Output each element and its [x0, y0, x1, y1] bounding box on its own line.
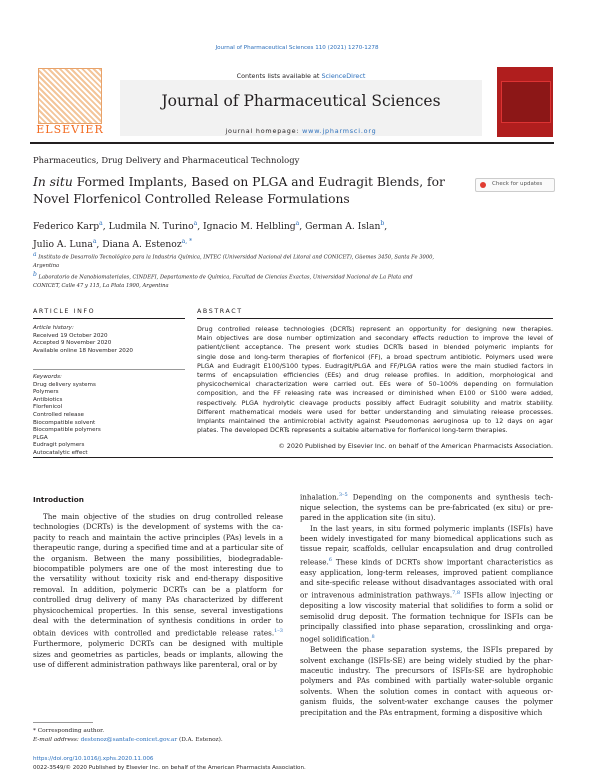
body-line	[300, 687, 553, 697]
author-affil-sup[interactable]: a	[193, 220, 198, 227]
citation-3-5[interactable]: 3–5	[338, 492, 348, 498]
body-line	[300, 578, 553, 588]
line-text: technologies (DCRTs) is the development of systems with the ca-	[33, 522, 283, 532]
email-line	[33, 736, 283, 745]
body-line	[300, 656, 553, 666]
introduction-heading: Introduction	[33, 495, 84, 504]
homepage-prefix: journal homepage:	[225, 127, 303, 135]
abstract-line: patient/client acceptance. The present work studies DCRTs based in blended polymeric implants for	[197, 343, 553, 352]
affil-b-line-1: Laboratorio de Nanobiomateriales, CINDEFI, Departamento de Química, Facultad de Ciencias Exactas, Universidad Nacional de La Plata and	[36, 274, 413, 281]
corresponding-author-note: * Corresponding author.	[33, 728, 105, 734]
body-line	[300, 697, 553, 707]
affiliation-a	[33, 251, 533, 262]
abstract-bottom-rule	[33, 457, 553, 458]
body-line	[33, 650, 283, 660]
body-line	[300, 601, 553, 611]
journal-title: Journal of Pharmaceutical Sciences	[161, 92, 441, 110]
masthead-rule	[30, 142, 554, 144]
affil-a-sup: a	[33, 251, 37, 258]
keyword-item[interactable]: Polymers	[33, 389, 59, 396]
body-line	[33, 626, 283, 639]
doi-link[interactable]: https://doi.org/10.1016/j.xphs.2020.11.006	[33, 756, 154, 762]
article-info-rule	[33, 318, 185, 319]
body-line	[300, 645, 553, 655]
body-line	[33, 616, 283, 626]
line-text: semisolid drug deposit. The formation technique for ISFIs can be	[300, 611, 553, 621]
article-title	[33, 174, 473, 208]
body-line	[300, 555, 553, 568]
author-sep: ,	[197, 221, 204, 233]
journal-cover-thumbnail[interactable]	[497, 67, 553, 137]
body-line	[33, 574, 283, 584]
line-text: deal with the determination of synthesis conditions in order to	[33, 616, 283, 626]
keyword-item[interactable]: Controlled release	[33, 411, 84, 418]
journal-reference[interactable]: Journal of Pharmaceutical Sciences 110 (2021) 1270-1278	[215, 45, 379, 51]
abstract-line: respectively. PLGA hydrolytic cleavage products possibly affect Eudragit solubility and matrix stability.	[197, 398, 553, 407]
line-text: precipitation and the PAs entrapment, forming a dispositive which	[300, 707, 543, 717]
body-line	[33, 595, 283, 605]
body-line	[33, 512, 283, 522]
author-affil-sup[interactable]: a	[92, 238, 97, 246]
line-text: solvent exchange (ISFIs-SE) are being widely studied by the phar-	[300, 655, 553, 665]
body-line	[300, 588, 553, 601]
body-line	[300, 534, 553, 544]
affil-a-line-2: Argentina	[33, 263, 60, 270]
abstract-copyright: © 2020 Published by Elsevier Inc. on behalf of the American Pharmacists Association.	[278, 442, 553, 450]
body-line	[33, 554, 283, 564]
line-text: solvents. When the solution comes in contact with aqueous or-	[300, 686, 553, 696]
article-info-heading: ARTICLE INFO	[33, 308, 96, 315]
author-list	[33, 216, 503, 252]
left-column	[33, 512, 283, 670]
line-text: removal. In addition, polymeric DCRTs can be a platform for	[33, 584, 283, 594]
cover-image	[501, 81, 551, 123]
contents-prefix: Contents lists available at	[236, 72, 322, 80]
email-label: E-mail address:	[33, 737, 81, 743]
line-text: obtain devices with controlled and predictable release rates.	[33, 628, 275, 638]
line-text: In the last years, in situ formed polymeric implants (ISFIs) have	[310, 523, 553, 533]
author-sep: ,	[299, 221, 306, 233]
author-name[interactable]: German A. Islan	[305, 221, 381, 233]
body-line	[33, 533, 283, 543]
author-affil-sup[interactable]: a	[99, 220, 103, 227]
author-name[interactable]: Diana A. Estenoz	[102, 239, 182, 251]
body-line	[33, 522, 283, 532]
issn-line: 0022-3549/© 2020 Published by Elsevier Inc. on behalf of the American Pharmacists Association.	[33, 765, 306, 771]
line-text: pared in the application site (in situ).	[300, 513, 436, 523]
abstract-line: Drug controlled release technologies (DCRTs) represent an opportunity for designing new therapies.	[197, 325, 553, 333]
author-name[interactable]: Julio A. Luna	[33, 239, 93, 251]
abstract-line: Implants maintained the antimicrobial activity against Pseudomonas aeruginosa up to 12 days on agar	[197, 417, 553, 426]
line-text: Between the phase separation systems, the ISFIs prepared by	[310, 645, 553, 655]
line-text: use of different administration pathways like parenteral, oral or by	[33, 660, 278, 670]
body-line	[33, 585, 283, 595]
line-text: therapeutic range, during a specified time and at a particular site of	[33, 543, 283, 553]
affil-b-line-2: CONICET, Calle 47 y 115, La Plata 1900, Argentina	[33, 283, 169, 290]
line-tail: ISFIs allow injecting or	[460, 590, 553, 600]
line-text: sizes and geometries as particles, beads or implants, allowing the	[33, 649, 283, 659]
body-line	[33, 564, 283, 574]
keyword-item[interactable]: Drug delivery systems	[33, 381, 96, 388]
footnote	[33, 727, 283, 745]
body-line	[33, 639, 283, 649]
body-line	[33, 606, 283, 616]
email-tail: (D.A. Estenoz).	[177, 737, 223, 743]
elsevier-logo	[30, 68, 110, 138]
body-line	[300, 513, 553, 523]
line-text: depositing a low viscosity material that solidifies to form a solid or	[300, 601, 553, 611]
body-line	[300, 622, 553, 632]
abstract-line: single dose and long-term therapies of florfenicol (FF), a broad spectrum antibiotic. Polymers used were	[197, 352, 553, 361]
author-name[interactable]: Ignacio M. Helbling	[203, 221, 296, 233]
affiliations	[33, 251, 533, 291]
body-line	[300, 632, 553, 645]
body-line	[300, 544, 553, 554]
right-column	[300, 490, 553, 718]
line-text: been widely investigated for many biomedical applications such as	[300, 534, 553, 544]
keyword-list	[33, 382, 183, 458]
body-line	[300, 490, 553, 503]
line-text: and site-specific release without disadvantages associated with oral	[300, 578, 553, 588]
body-line	[300, 568, 553, 578]
body-line	[300, 524, 553, 534]
body-line	[300, 503, 553, 513]
body-line	[300, 612, 553, 622]
abstract-line: composition, and the FF releasing rate was increased or diminished when E100 or S100 were added,	[197, 389, 553, 398]
affil-a-line-1: Instituto de Desarrollo Tecnológico para la Industria Química, INTEC (Universidad Nacional del Litoral and CONICET), Güemes 3450, Santa Fe 3000,	[36, 254, 435, 261]
line-text: easy application, long-term releases, improved patient compliance	[300, 567, 553, 577]
keyword-item[interactable]: Autocatalytic effect	[33, 449, 88, 456]
article-history	[33, 325, 183, 355]
keywords	[33, 374, 183, 458]
citation-8[interactable]: 8	[371, 634, 375, 641]
author-name[interactable]: Federico Karp	[33, 221, 100, 233]
sciencedirect-link[interactable]: ScienceDirect	[321, 72, 366, 80]
line-text: physicochemical properties. In this sense, several investigations	[33, 605, 283, 615]
citation-7-8[interactable]: 7,8	[452, 590, 461, 597]
abstract-heading: ABSTRACT	[197, 308, 243, 315]
check-updates-label: Check for updates	[492, 181, 543, 187]
article-category: Pharmaceutics, Drug Delivery and Pharmaceutical Technology	[33, 155, 300, 165]
title-line-2: Novel Florfenicol Controlled Release Formulations	[33, 192, 350, 206]
line-tail: Depending on the components and synthesis tech-	[347, 492, 553, 502]
line-text: the organism. Between the many possibilities, biodegradable-	[33, 553, 283, 563]
line-text: Furthermore, polymeric DCRTs can be designed with multiple	[33, 639, 283, 649]
keywords-rule	[33, 369, 185, 370]
title-italic: In situ	[33, 175, 73, 189]
line-text: pacity to reach and maintain the active principles (PAs) levels in a	[33, 532, 283, 542]
keyword-item[interactable]: Eudragit polymers	[33, 442, 85, 449]
line-text: nique selection, the systems can be pre-fabricated (ex situ) or pre-	[300, 502, 553, 512]
citation-6[interactable]: 6	[328, 556, 332, 563]
line-text: controlled drug delivery of many PAs characterized by different	[33, 595, 283, 605]
elsevier-tree-icon	[38, 68, 102, 124]
line-text: The main objective of the studies on drug controlled release	[43, 512, 283, 521]
history-accepted: Accepted 9 November 2020	[33, 340, 112, 347]
body-line	[300, 666, 553, 676]
body-line	[300, 708, 553, 718]
abstract-line: physicochemical characterization were carried out. EEs were of 50–100% depending on formulation	[197, 380, 553, 389]
abstract-line: plates. The developed DCRTs represents a suitable alternative for florfenicol long-term therapies.	[197, 426, 508, 435]
citation-1-3[interactable]: 1–3	[274, 628, 283, 635]
author-name[interactable]: Ludmila N. Turino	[108, 221, 194, 233]
publisher-name: ELSEVIER	[36, 123, 104, 136]
line-text: or intravenous administration pathways.	[300, 590, 453, 600]
body-line	[300, 676, 553, 686]
keyword-item[interactable]: Antibiotics	[33, 396, 63, 403]
abstract-line: Different mathematical models were used for better understanding and simulating release processes.	[197, 407, 553, 416]
check-for-updates-button[interactable]	[475, 178, 555, 192]
author-affil-sup[interactable]: a	[295, 220, 300, 227]
line-text: release.	[300, 557, 329, 567]
line-text: the versatility without toxicity risk and end-therapy dispositive	[33, 574, 283, 584]
keyword-item[interactable]: Florfenicol	[33, 404, 63, 411]
affiliation-b	[33, 271, 533, 282]
line-text: ganism fluids, the solvent-water exchange causes the polymer	[300, 697, 553, 707]
contents-line	[120, 72, 482, 80]
abstract-line: PLGA and Eudragit E100/S100 types. Eudragit/PLGA and FF/PLGA ratios were the main studied factors in	[197, 361, 553, 370]
history-label: Article history:	[33, 325, 74, 331]
affil-b-sup: b	[33, 270, 37, 278]
author-sep: ,	[384, 221, 388, 233]
body-line	[33, 543, 283, 553]
line-text: biocompatible polymers are one of the most interesting due to	[33, 564, 283, 574]
keyword-item[interactable]: PLGA	[33, 434, 48, 441]
line-text: inhalation.	[300, 492, 339, 502]
authors-line-1	[33, 216, 503, 234]
abstract-line: Main objectives are dose number optimization and secondary effects reduction to improve the level of	[197, 334, 553, 343]
keywords-label: Keywords:	[33, 374, 62, 380]
line-text: tissue repair, scaffolds, cellular encapsulation and drug controlled	[300, 544, 553, 554]
author-affil-sup[interactable]: b	[380, 220, 385, 227]
author-sep: ,	[102, 221, 109, 233]
line-text: principally classified into phase separation, crosslinking and orga-	[300, 622, 553, 632]
history-online: Available online 18 November 2020	[33, 347, 133, 354]
homepage-link[interactable]: www.jpharmsci.org	[302, 127, 377, 135]
line-tail: These kinds of DCRTs show important characteristics as	[331, 557, 553, 567]
line-text: nogel solidification.	[300, 634, 372, 644]
footnote-rule	[33, 722, 93, 723]
line-text: maceutic industry. The precursors of ISFIs-SE are hydrophobic	[300, 666, 553, 676]
abstract-rule	[197, 318, 553, 319]
keyword-item[interactable]: Biocompatible solvent	[33, 419, 96, 426]
authors-line-2	[33, 234, 503, 252]
journal-homepage	[120, 127, 482, 135]
line-text: polymers and PAs combined with partially water-soluble organic	[300, 676, 553, 686]
title-rest-1: Formed Implants, Based on PLGA and Eudragit Blends, for	[72, 175, 445, 189]
author-affil-sup[interactable]: a, *	[181, 238, 193, 246]
abstract-line: terms of encapsulation efficiencies (EEs) and drug release profiles. In addition, morphological and	[197, 371, 553, 380]
email-link[interactable]: destenoz@santafe-conicet.gov.ar	[80, 737, 178, 743]
author-sep: ,	[96, 239, 103, 251]
history-received: Received 19 October 2020	[33, 332, 108, 339]
body-line	[33, 660, 283, 670]
keyword-item[interactable]: Biocompatible polymers	[33, 427, 101, 434]
abstract-text	[197, 325, 553, 435]
crossmark-icon	[480, 182, 486, 188]
